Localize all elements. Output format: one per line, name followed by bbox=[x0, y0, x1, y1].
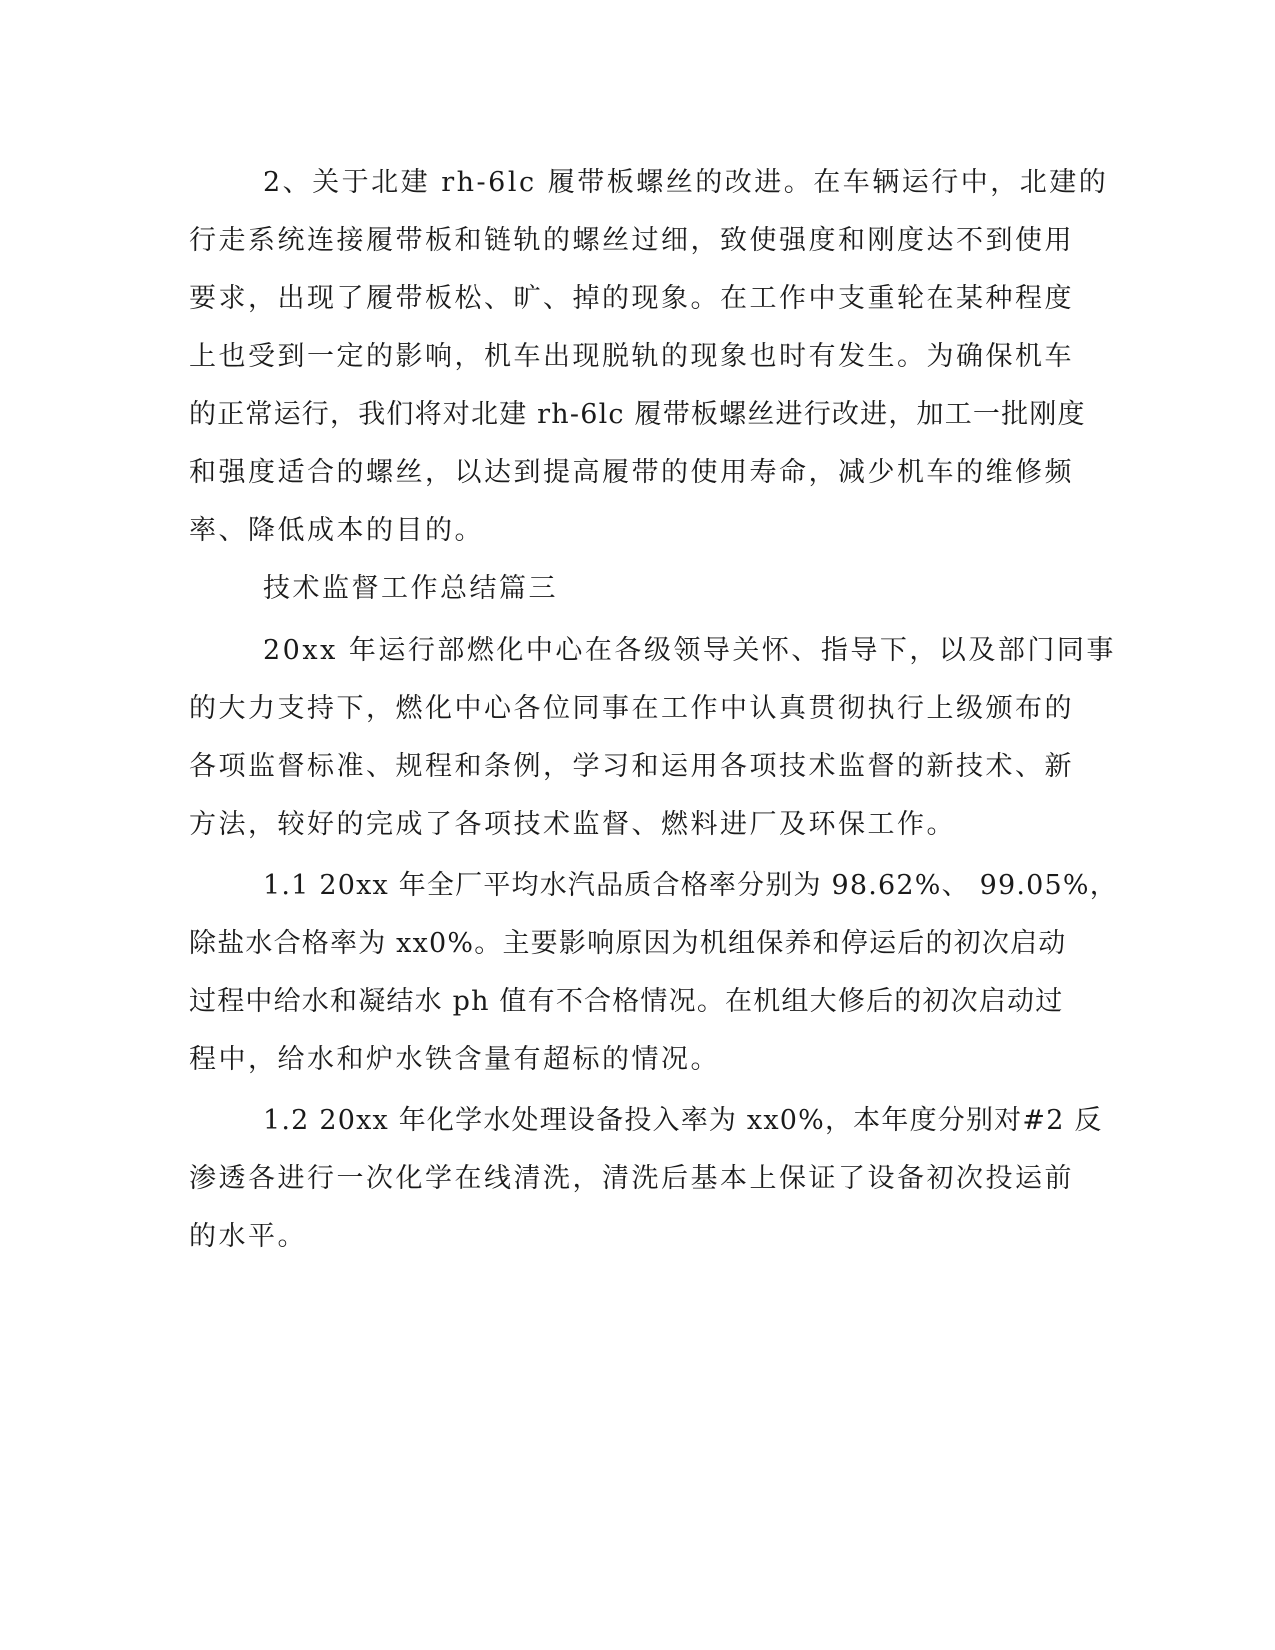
paragraph-line: 各项监督标准、规程和条例，学习和运用各项技术监督的新技术、新 bbox=[189, 751, 1074, 782]
paragraph-line: 要求，出现了履带板松、旷、掉的现象。在工作中支重轮在某种程度 bbox=[189, 283, 1074, 314]
paragraph-line: 渗透各进行一次化学在线清洗，清洗后基本上保证了设备初次投运前 bbox=[189, 1163, 1074, 1194]
paragraph-line: 的正常运行，我们将对北建 rh-6lc 履带板螺丝进行改进，加工一批刚度 bbox=[189, 399, 1086, 430]
paragraph-line: 20xx 年运行部燃化中心在各级领导关怀、指导下，以及部门同事 bbox=[263, 635, 1116, 666]
paragraph-line: 的水平。 bbox=[189, 1221, 307, 1252]
paragraph-line: 方法，较好的完成了各项技术监督、燃料进厂及环保工作。 bbox=[189, 809, 956, 840]
paragraph-line: 和强度适合的螺丝，以达到提高履带的使用寿命，减少机车的维修频 bbox=[189, 457, 1074, 488]
paragraph-line: 程中，给水和炉水铁含量有超标的情况。 bbox=[189, 1044, 720, 1075]
paragraph-line: 上也受到一定的影响，机车出现脱轨的现象也时有发生。为确保机车 bbox=[189, 341, 1074, 372]
paragraph-line: 1.1 20xx 年全厂平均水汽品质合格率分别为 98.62%、 99.05%， bbox=[263, 870, 1118, 901]
paragraph-line: 2、关于北建 rh-6lc 履带板螺丝的改进。在车辆运行中，北建的 bbox=[263, 167, 1109, 198]
paragraph-line: 行走系统连接履带板和链轨的螺丝过细，致使强度和刚度达不到使用 bbox=[189, 225, 1074, 256]
section-heading: 技术监督工作总结篇三 bbox=[263, 573, 558, 604]
paragraph-line: 过程中给水和凝结水 ph 值有不合格情况。在机组大修后的初次启动过 bbox=[189, 986, 1064, 1017]
paragraph-line: 1.2 20xx 年化学水处理设备投入率为 xx0%，本年度分别对#2 反 bbox=[263, 1105, 1103, 1136]
paragraph-line: 除盐水合格率为 xx0%。主要影响原因为机组保养和停运后的初次启动 bbox=[189, 928, 1067, 959]
paragraph-line: 的大力支持下，燃化中心各位同事在工作中认真贯彻执行上级颁布的 bbox=[189, 693, 1074, 724]
paragraph-line: 率、降低成本的目的。 bbox=[189, 515, 484, 546]
